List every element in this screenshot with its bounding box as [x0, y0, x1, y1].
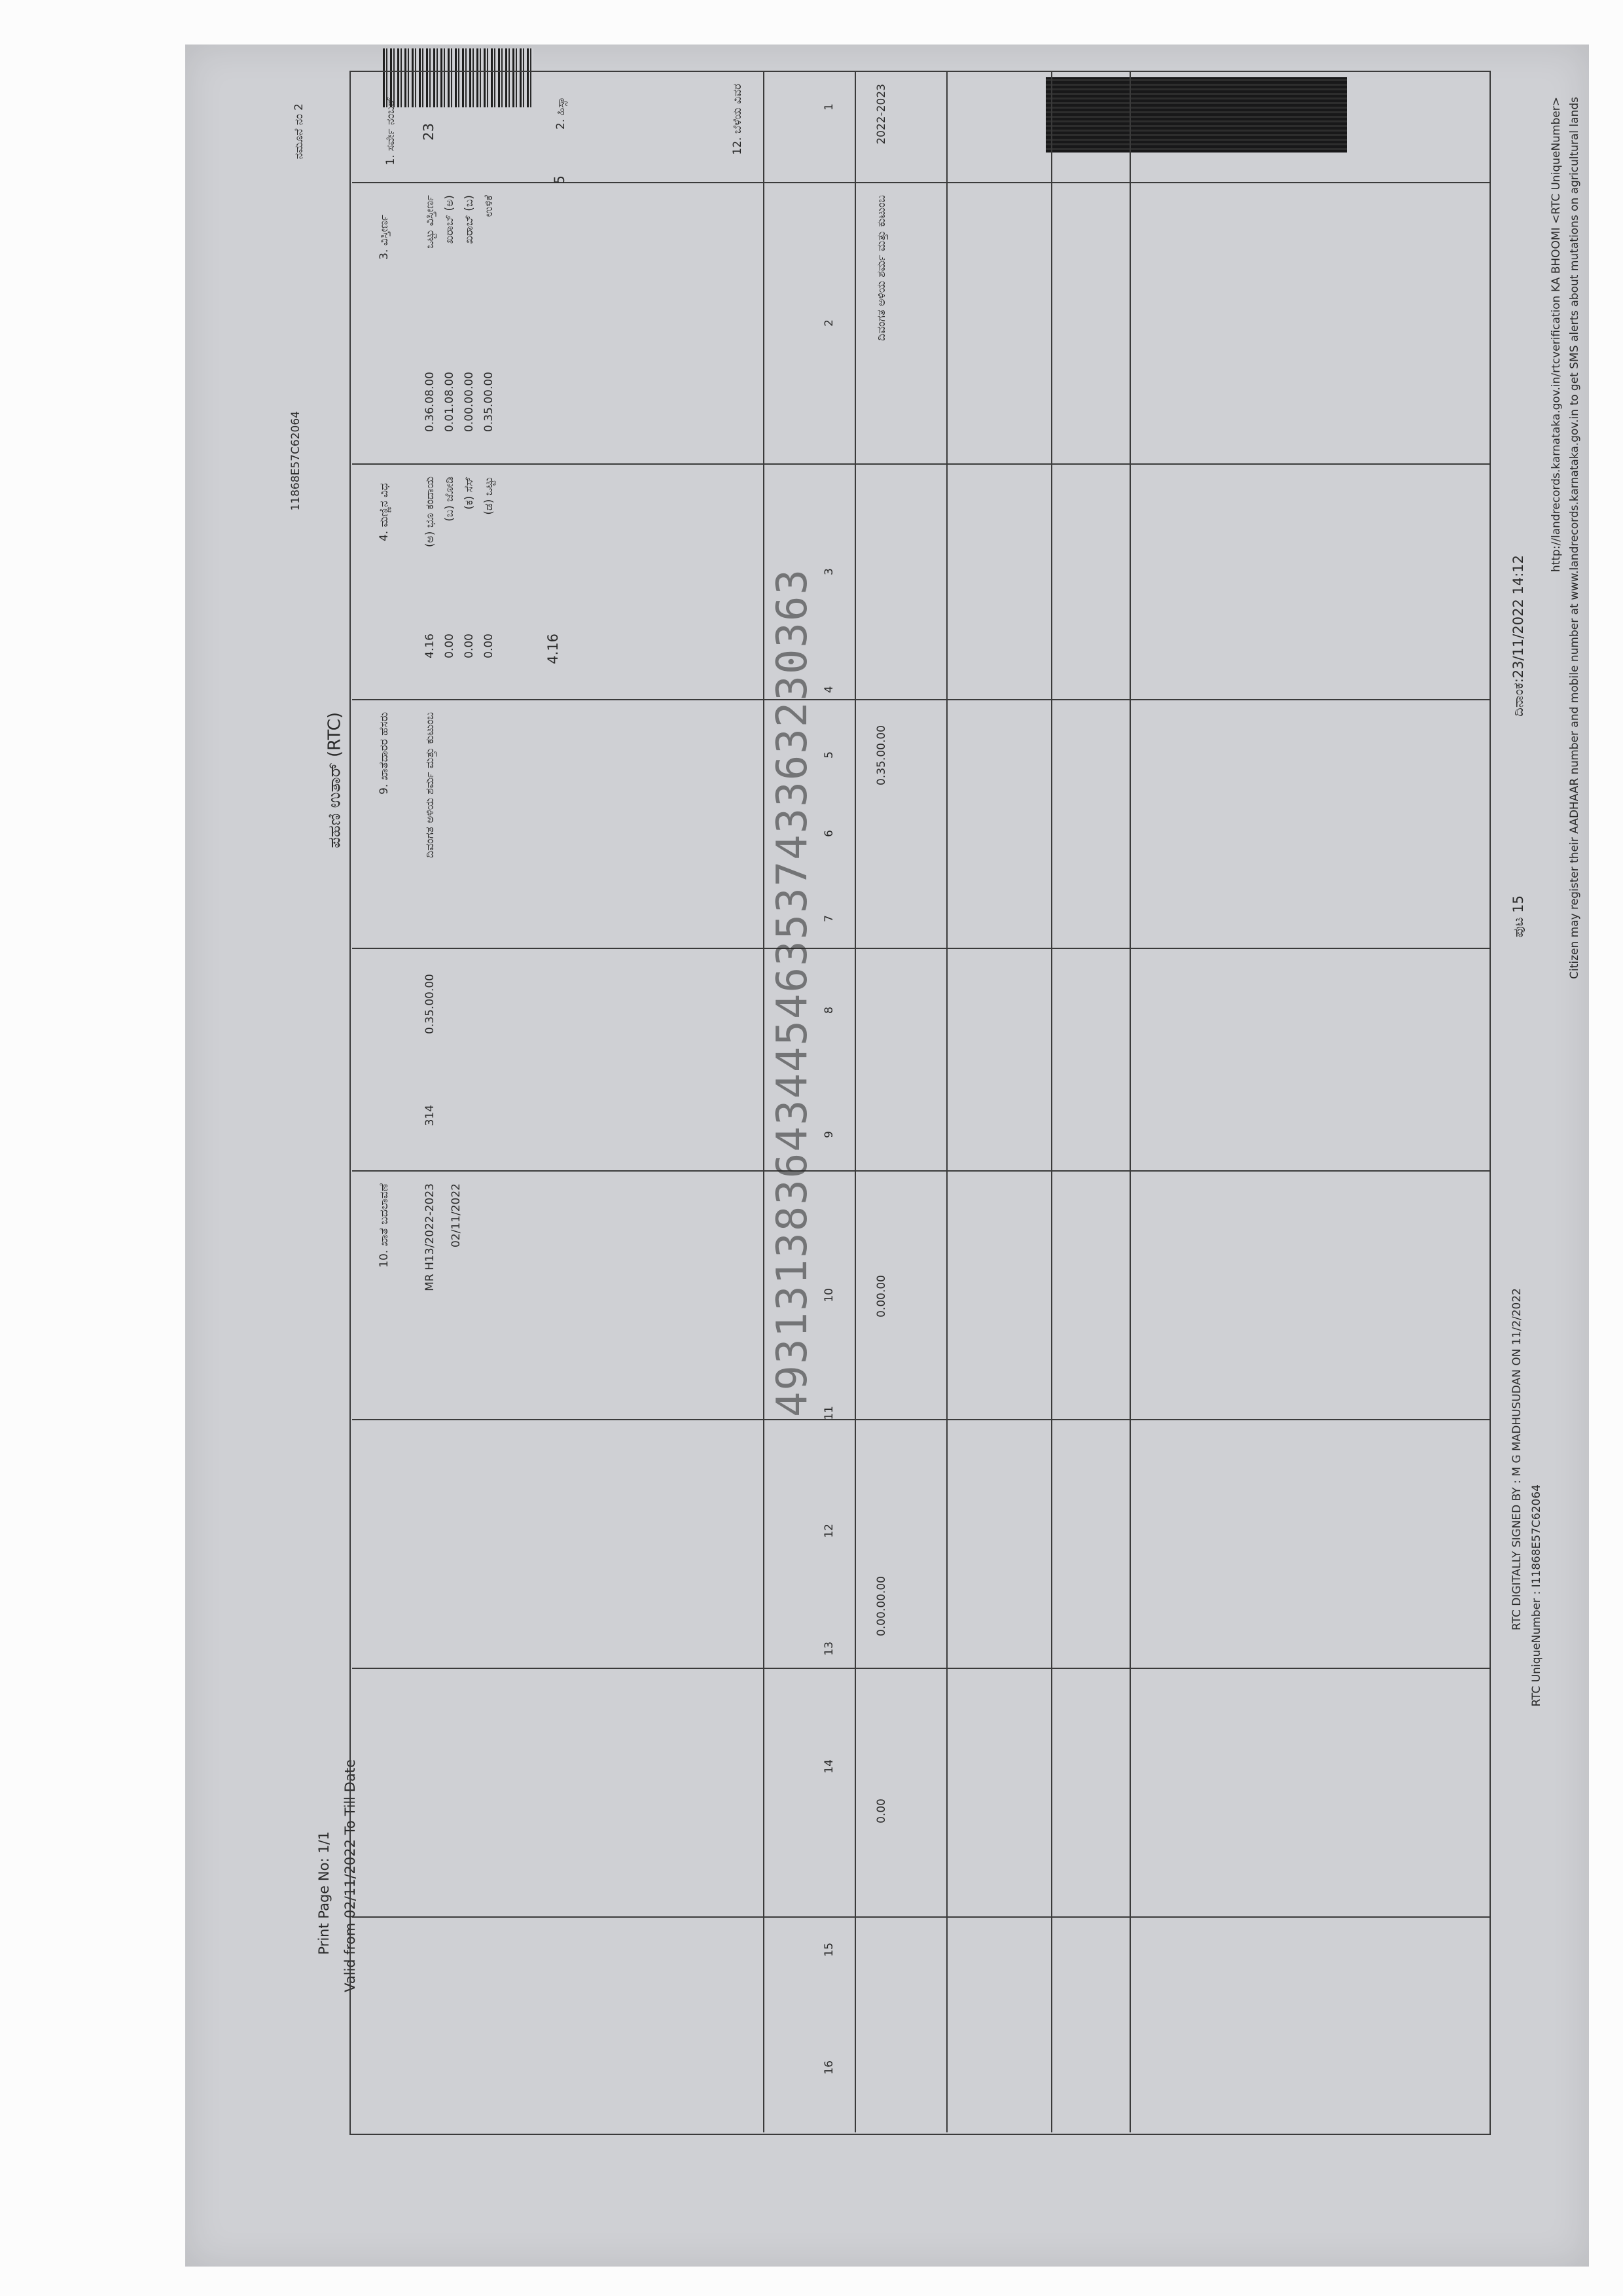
extent-row-4-label: ಉಳಿಕೆ	[482, 195, 495, 217]
soil-label: 4. ಮಣ್ಣಿನ ವಿಧ	[377, 483, 391, 542]
soil-row-4-value: 0.00	[482, 634, 495, 658]
digitally-signed-text: RTC DIGITALLY SIGNED BY : M G MADHUSUDAN ON 11/2/2022	[1510, 1288, 1524, 1630]
col-number: 3	[822, 568, 836, 575]
hissa-label: 2. ಹಿಸ್ಸಾ	[554, 97, 567, 130]
col-number: 11	[822, 1406, 836, 1420]
col-number: 2	[822, 319, 836, 327]
sms-alert-text: Citizen may register their AADHAAR number and mobile number at www.landrecords.karnataka.gov.in to get SMS alerts about mutations on agricultural lands	[1568, 97, 1581, 979]
rtc-unique-number: RTC UniqueNumber : I11868E57C62064	[1530, 1484, 1543, 1707]
col-number: 4	[822, 686, 836, 693]
stamp-number: 49313138364344546353743363230363	[768, 568, 817, 1417]
cultivator-text: ದಿವಂಗತ ಅಳಿಯ ಶರ್ಮ ಮತ್ತು ಕುಟುಂಬ	[874, 195, 888, 341]
soil-row-3-label: (ಕ) ಸೆಸ್	[462, 476, 476, 510]
rotated-rtc-form	[185, 45, 1589, 2267]
crop-value-last: 0.00	[874, 1799, 888, 1823]
col-number: 10	[822, 1288, 836, 1302]
total-assessment: 4.16	[544, 634, 561, 664]
crop-extent-2: 0.00.00	[874, 1275, 888, 1318]
soil-row-3-value: 0.00	[462, 634, 476, 658]
col-number: 15	[822, 1943, 836, 1957]
owner-label: 9. ಖಾತೆದಾರರ ಹೆಸರು	[377, 712, 391, 795]
extent-row-3-value: 0.00.00.00	[462, 372, 476, 432]
form-title: ಪಹಣಿ ಉತಾರ್ (RTC)	[325, 712, 345, 848]
col-number: 1	[822, 103, 836, 111]
form-number: ನಮೂನೆ ನಂ 2	[292, 103, 306, 160]
extent-row-3-label: ಖರಾಬ್ (ಬ)	[462, 195, 476, 244]
mutation-label: 10. ಖಾತೆ ಬದಲಾವಣೆ	[377, 1183, 391, 1268]
crop-extent: 0.35.00.00	[874, 725, 888, 785]
extent-row-4-value: 0.35.00.00	[482, 372, 495, 432]
page-note: ಪುಟ 15	[1510, 895, 1526, 938]
soil-row-4-label: (ಡ) ಒಟ್ಟು	[482, 476, 495, 515]
print-page-number: Print Page No: 1/1	[315, 1831, 332, 1955]
print-date: ದಿನಾಂಕ:23/11/2022 14:12	[1510, 555, 1526, 717]
col-number: 5	[822, 751, 836, 759]
col-number: 6	[822, 830, 836, 837]
cultivation-year: 2022-2023	[874, 84, 888, 145]
col-number: 14	[822, 1759, 836, 1774]
soil-row-2-label: (ಬ) ಜೋಡಿ	[442, 476, 456, 522]
mutation-date: 02/11/2022	[449, 1183, 463, 1247]
document-sheet	[185, 45, 1589, 2267]
mutation-ref: MR H13/2022-2023	[423, 1183, 437, 1291]
rtc-table	[349, 71, 1491, 2135]
survey-no-label: 1. ಸರ್ವೇ ನಂಬರ್	[383, 97, 397, 166]
extent-row-2-label: ಖರಾಬ್ (ಅ)	[442, 195, 456, 244]
crop-extent-3: 0.00.00.00	[874, 1576, 888, 1636]
owner-text: ದಿವಂಗತ ಅಳಿಯ ಶರ್ಮ ಮತ್ತು ಕುಟುಂಬ	[423, 712, 437, 858]
col-number: 7	[822, 915, 836, 922]
extent-row-2-value: 0.01.08.00	[442, 372, 456, 432]
survey-no-value: 23	[420, 123, 437, 141]
col-number: 16	[822, 2060, 836, 2075]
extent-row-1-value: 0.36.08.00	[423, 372, 437, 432]
owner-extent: 0.35.00.00	[423, 974, 437, 1034]
col-number: 8	[822, 1007, 836, 1014]
section-12-label: 12. ಬೆಳೆಯ ವಿವರ	[730, 84, 744, 155]
soil-row-1-value: 4.16	[423, 634, 437, 658]
extent-label: 3. ವಿಸ್ತೀರ್ಣ	[377, 215, 391, 260]
hissa-value: 5	[551, 175, 567, 185]
extent-row-1-label: ಒಟ್ಟು ವಿಸ್ತೀರ್ಣ	[423, 195, 437, 249]
col-number: 12	[822, 1524, 836, 1538]
unique-id-code: 11868E57C62064	[289, 411, 302, 511]
soil-row-1-label: (ಅ) ಭೂ ಕಂದಾಯ	[423, 476, 437, 548]
soil-row-2-value: 0.00	[442, 634, 456, 658]
verify-text: http://landrecords.karnataka.gov.in/rtcverification KA BHOOMI <RTC UniqueNumber>	[1550, 97, 1563, 573]
owner-khata: 314	[423, 1105, 437, 1126]
col-number: 9	[822, 1131, 836, 1138]
valid-from-text: Valid from 02/11/2022 To Till Date	[342, 1759, 358, 1992]
col-number: 13	[822, 1641, 836, 1656]
